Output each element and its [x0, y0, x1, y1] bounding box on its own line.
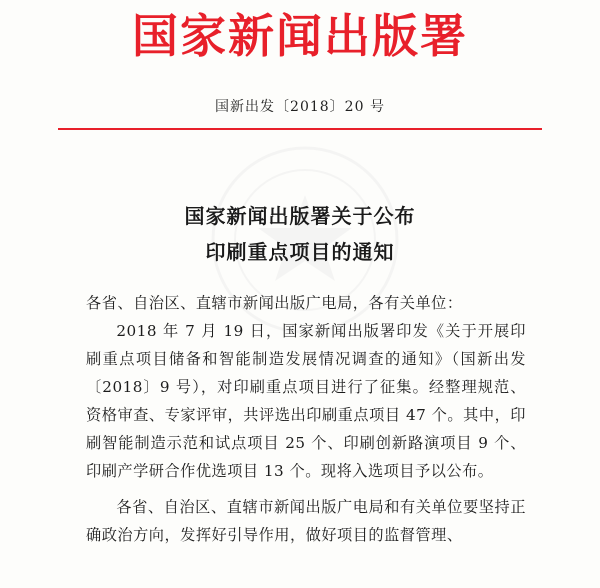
salutation: 各省、自治区、直辖市新闻出版广电局，各有关单位： — [86, 294, 463, 312]
document-number: 国新出发〔2018〕20 号 — [215, 99, 385, 115]
document-title-line-1: 国家新闻出版署关于公布 — [184, 204, 416, 228]
paragraph-1: 2018 年 7 月 19 日，国家新闻出版署印发《关于开展印刷重点项目储备和智能制造发展情况调查的通知》（国新出发〔2018〕9 号），对印刷重点项目进行了征集。经整理规范、资格审查、专家评审，共评选出印刷重点项目 47 个。其中，印刷智能制造示范和试点项目 25 个、印刷创新路演项目 9 个、印刷产学研合作优选项目 13 个。现将入选项目予以公布。 — [86, 322, 526, 480]
document-body — [86, 289, 526, 549]
document-title-line-2: 印刷重点项目的通知 — [205, 240, 395, 264]
red-divider-line — [58, 128, 542, 130]
paragraph-2: 各省、自治区、直辖市新闻出版广电局和有关单位要坚持正确政治方向，发挥好引导作用，做好项目的监督管理、 — [86, 498, 526, 544]
issuing-agency-header: 国家新闻出版署 — [132, 9, 468, 63]
